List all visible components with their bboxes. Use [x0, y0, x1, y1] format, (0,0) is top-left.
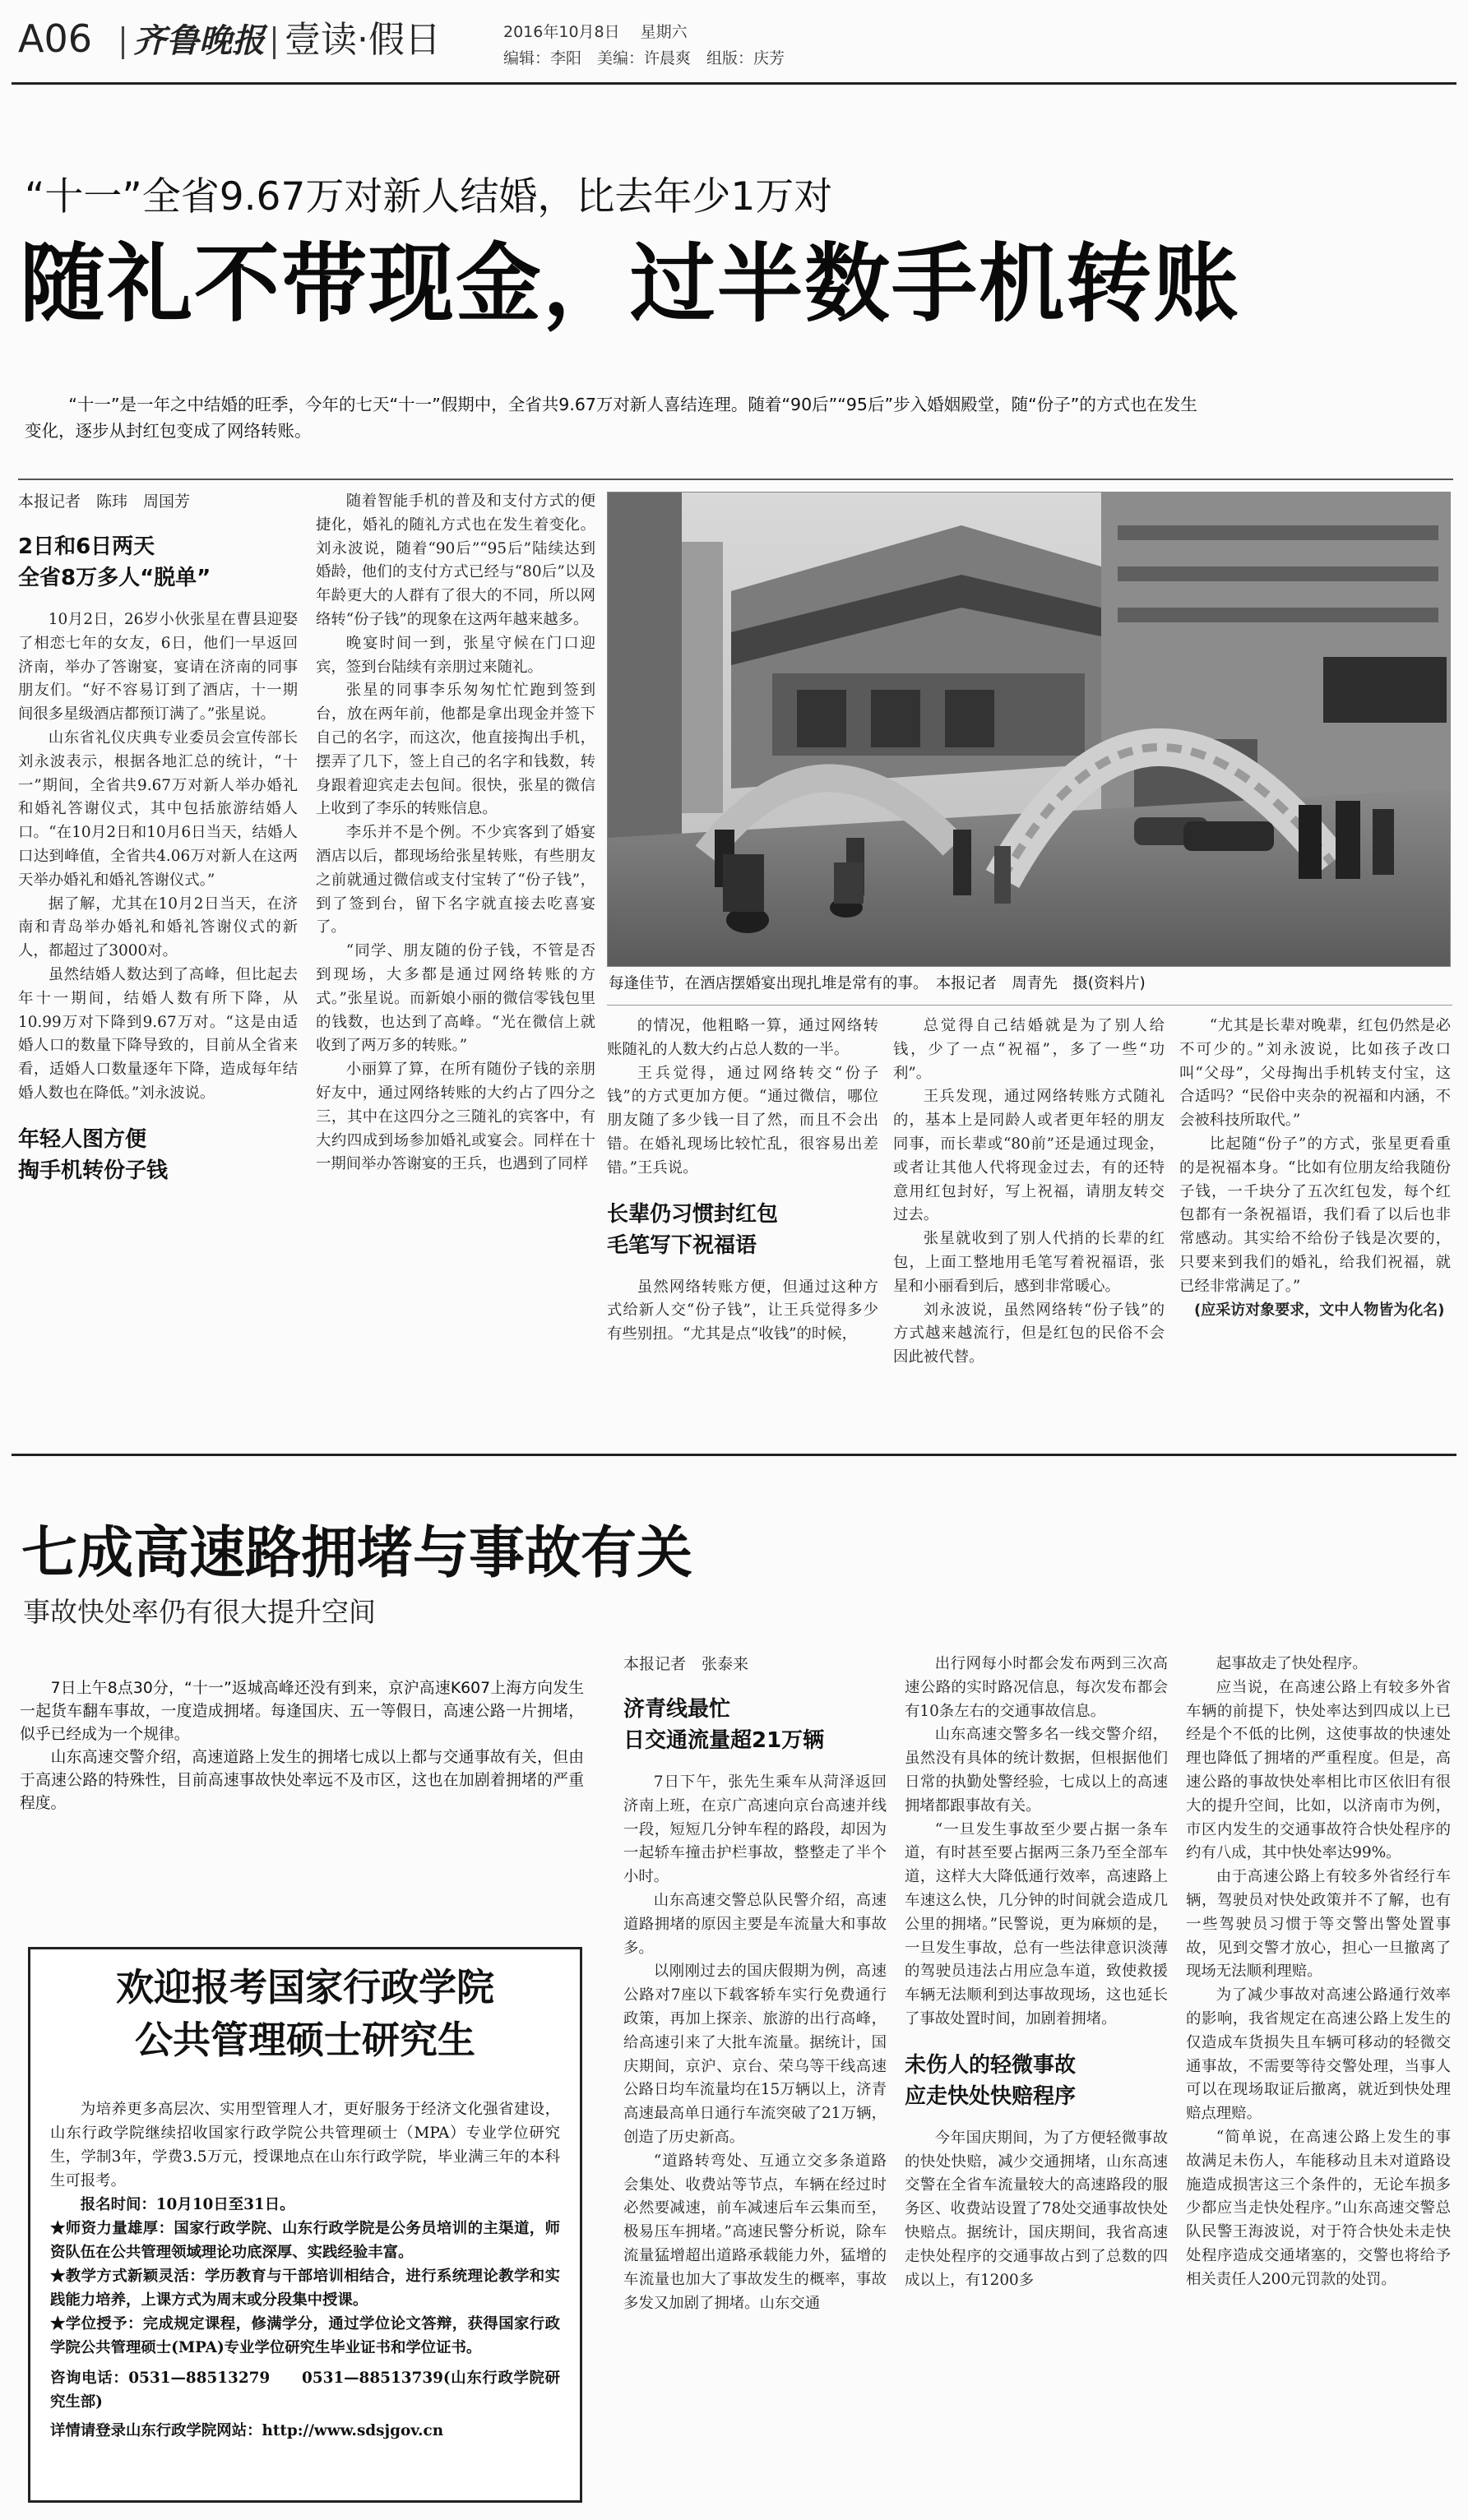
ad-point: ★师资力量雄厚：国家行政学院、山东行政学院是公务员培训的主渠道，师资队伍在公共管理领域理论功底深厚、实践经验丰富。 — [50, 2220, 560, 2261]
header-divider — [273, 26, 276, 59]
article2-subhead: 事故快处率仍有很大提升空间 — [23, 1596, 376, 1628]
paragraph: 应当说，在高速公路上有较多外省车辆的前提下，快处率达到四成以上已经是个不低的比例，这使事故的快速处理也降低了拥堵的严重程度。但是，高速公路的事故快处率相比市区依旧有很大的提升空间，比如，以济南市为例，市区内发生的交通事故符合快处程序的约有八成，其中快处率达99%。 — [1186, 1678, 1451, 1862]
paragraph: 总觉得自己结婚就是为了别人给钱，少了一点“祝福”，多了一些“功利”。 — [893, 1017, 1165, 1082]
author-note: (应采访对象要求，文中人物皆为化名) — [1194, 1301, 1445, 1319]
ad-phone: 咨询电话：0531—88513279 0531—88513739(山东行政学院研究生部) — [50, 2370, 560, 2411]
paragraph: 出行网每小时都会发布两到三次高速公路的实时路况信息，每次发布都会有10条左右的交通事故信息。 — [905, 1655, 1168, 1720]
paragraph: 张星就收到了别人代捎的长辈的红包，上面工整地用毛笔写着祝福语，张星和小丽看到后，感到非常暖心。 — [893, 1230, 1165, 1295]
paragraph: 王兵觉得，通过网络转交“份子钱”的方式更加方便。“通过微信，哪位朋友随了多少钱一目了然，而且不会出错。在婚礼现场比较忙乱，很容易出差错。”王兵说。 — [607, 1064, 878, 1177]
article2-column-2 — [905, 1653, 1168, 2512]
paragraph: 起事故走了快处程序。 — [1216, 1655, 1368, 1672]
paragraph: 晚宴时间一到，张星守候在门口迎宾，签到台陆续有亲朋过来随礼。 — [316, 634, 595, 676]
article2-byline: 本报记者 张泰来 — [623, 1655, 749, 1673]
caption-rule — [607, 1005, 1452, 1006]
article1-subhead-2: 年轻人图方便 掏手机转份子钱 — [18, 1126, 169, 1183]
paragraph: 虽然结婚人数达到了高峰，但比起去年十一期间，结婚人数有所下降，从10.99万对下降到9.67万对。“这是由适婚人口的数量下降导致的，目前从全省来看，适婚人口数量逐年下降，造成每年结婚人数也在降低。”刘永波说。 — [18, 965, 298, 1102]
paragraph: “道路转弯处、互通立交多条道路会集处、收费站等节点，车辆在经过时必然要减速，前车减速后车云集而至，极易压车拥堵。”高速民警分析说，除车流量猛增超出道路承载能力外，猛增的车流量也加大了事故发生的概率，事故多发又加剧了拥堵。山东交通 — [623, 2152, 887, 2312]
paragraph: 山东高速交警介绍，高速道路上发生的拥堵七成以上都与交通事故有关，但由于高速公路的特殊性，目前高速事故快处率远不及市区，这也在加剧着拥堵的严重程度。 — [20, 1749, 584, 1812]
article2-subhead-1: 济青线最忙 日交通流量超21万辆 — [623, 1697, 825, 1753]
article2-lead — [20, 1677, 584, 1924]
paragraph: 刘永波说，虽然网络转“份子钱”的方式越来越流行，但是红包的民俗不会因此被代替。 — [893, 1301, 1165, 1366]
article2-column-1 — [623, 1653, 887, 2512]
paragraph: 山东高速交警多名一线交警介绍，虽然没有具体的统计数据，但根据他们日常的执勤处警经验，七成以上的高速拥堵都跟事故有关。 — [905, 1726, 1168, 1815]
paragraph: 山东高速交警总队民警介绍，高速道路拥堵的原因主要是车流量大和事故多。 — [623, 1891, 887, 1957]
photo-caption: 每逢佳节，在酒店摆婚宴出现扎堆是常有的事。 本报记者 周青先 摄(资料片) — [609, 975, 1146, 992]
paragraph: 张星的同事李乐匆匆忙忙跑到签到台，放在两年前，他都是拿出现金并签下自己的名字，而这次，他直接掏出手机，摆弄了几下，签上自己的名字和钱数，转身跟着迎宾走去包间。很快，张星的微信上收到了李乐的转账信息。 — [316, 682, 595, 818]
paragraph: 由于高速公路上有较多外省经行车辆，驾驶员对快处政策并不了解，也有一些驾驶员习惯于等交警出警处置事故，见到交警才放心，担心一旦撤离了现场无法顺利理赔。 — [1186, 1868, 1451, 1981]
mpa-advertisement — [28, 1947, 582, 2503]
paragraph: “尤其是长辈对晚辈，红包仍然是必不可少的。”刘永波说，比如孩子改口叫“父母”，父母掏出手机转支付宝，这合适吗？“民俗中夹杂的祝福和内涵，不会被科技所取代。” — [1179, 1017, 1451, 1130]
article1-kicker: “十一”全省9.67万对新人结婚，比去年少1万对 — [25, 174, 833, 220]
article1-top-rule — [18, 479, 1453, 480]
paragraph: 的情况，他粗略一算，通过网络转账随礼的人数大约占总人数的一半。 — [607, 1017, 878, 1058]
article1-lead: “十一”是一年之中结婚的旺季，今年的七天“十一”假期中，全省共9.67万对新人喜结连理。随着“90后”“95后”步入婚姻殿堂，随“份子”的方式也在发生变化，逐步从封红包变成了网络转账。 — [25, 395, 1197, 441]
ad-intro: 为培养更多高层次、实用型管理人才，更好服务于经济文化强省建设，山东行政学院继续招收国家行政学院公共管理硕士（MPA）专业学位研究生，学制3年，学费3.5万元，授课地点在山东行政学院，毕业满三年的本科生可报考。 — [50, 2101, 560, 2189]
article1-column-1 — [18, 490, 298, 1442]
paragraph: 小丽算了算，在所有随份子钱的亲朋好友中，通过网络转账的大约占了四分之三，其中在这四分之三随礼的宾客中，有大约四成到场参加婚礼或宴会。同样在十一期间举办答谢宴的王兵，也遇到了同样 — [316, 1061, 595, 1173]
article2-column-3 — [1186, 1653, 1451, 2512]
article1-byline: 本报记者 陈玮 周国芳 — [18, 492, 191, 511]
paragraph: 虽然网络转账方便，但通过这种方式给新人交“份子钱”，让王兵觉得多少有些别扭。“尤其是点“收钱”的时候， — [607, 1278, 878, 1343]
paragraph: 10月2日，26岁小伙张星在曹县迎娶了相恋七年的女友，6日，他们一早返回济南，举办了答谢宴，宴请在济南的同事朋友们。“好不容易订到了酒店，十一期间很多星级酒店都预订满了。”张星说。 — [18, 611, 298, 724]
issue-date: 2016年10月8日 — [503, 23, 620, 41]
ad-title — [30, 1961, 580, 2066]
issue-weekday: 星期六 — [640, 23, 688, 41]
article1-column-2 — [316, 490, 595, 1442]
paragraph: 随着智能手机的普及和支付方式的便捷化，婚礼的随礼方式也在发生着变化。刘永波说，随着“90后”“95后”陆续达到婚龄，他们的支付方式已经与“80后”以及年龄更大的人群有了很大的不同，所以网络转“份子钱”的现象在这两年越来越多。 — [316, 492, 595, 628]
header-divider — [122, 26, 124, 59]
wedding-photo — [607, 492, 1451, 967]
paragraph: 山东省礼仪庆典专业委员会宣传部长刘永波表示，根据各地汇总的统计，“十一”期间，全省共9.67万对新人举办婚礼和婚礼答谢仪式，其中包括旅游结婚人口。“在10月2日和10月6日当天，结婚人口达到峰值，全省共4.06万对新人在这两天举办婚礼和婚礼答谢仪式。” — [18, 728, 298, 889]
header-date — [503, 21, 688, 43]
ad-deadline: 报名时间：10月10日至31日。 — [80, 2196, 295, 2213]
header-credits: 编辑：李阳 美编：许晨爽 组版：庆芳 — [503, 49, 785, 67]
section-divider — [12, 1454, 1456, 1456]
section-title: 壹读·假日 — [285, 19, 441, 61]
paragraph: “一旦发生事故至少要占据一条车道，有时甚至要占据两三条乃至全部车道，这样大大降低通行效率，高速路上车速这么快，几分钟的时间就会造成几公里的拥堵。”民警说，更为麻烦的是，一旦发生事故，总有一些法律意识淡薄的驾驶员违法占用应急车道，致使救援车辆无法顺利到达事故现场，这也延长了事故处置时间，加剧着拥堵。 — [905, 1820, 1168, 2028]
paper-logo: 齐鲁晚报 — [133, 21, 265, 60]
paragraph: “同学、朋友随的份子钱，不管是否到现场，大多都是通过网络转账的方式。”张星说。而新娘小丽的微信零钱包里的钱数，也达到了高峰。“光在微信上就收到了两万多的转账。” — [316, 942, 595, 1055]
paragraph: 李乐并不是个例。不少宾客到了婚宴酒店以后，都现场给张星转账，有些朋友之前就通过微信或支付宝转了“份子钱”，到了签到台，留下名字就直接去吃喜宴了。 — [316, 824, 595, 936]
paragraph: 据了解，尤其在10月2日当天，在济南和青岛举办婚礼和婚礼答谢仪式的新人，都超过了3000对。 — [18, 895, 298, 960]
paragraph: 今年国庆期间，为了方便轻微事故的快处快赔，减少交通拥堵，山东高速交警在全省车流量较大的高速路段的服务区、收费站设置了78处交通事故快处快赔点。据统计，国庆期间，我省高速走快处程序的交通事故占到了总数的四成以上，有1200多 — [905, 2129, 1168, 2289]
wedding-photo-image — [608, 492, 1451, 967]
article1-column-3 — [607, 1015, 878, 1442]
article1-subhead-3: 长辈仍习惯封红包 毛笔写下祝福语 — [607, 1201, 779, 1258]
paragraph: 7日下午，张先生乘车从菏泽返回济南上班，在京广高速向京台高速并线一段，短短几分钟车程的路段，却因为一起轿车撞击护栏事故，整整走了半个小时。 — [623, 1773, 887, 1886]
page-number: A06 — [18, 16, 93, 61]
paragraph: 7日上午8点30分，“十一”返城高峰还没有到来，京沪高速K607上海方向发生一起货车翻车事故，一度造成拥堵。每逢国庆、五一等假日，高速公路一片拥堵，似乎已经成为一个规律。 — [20, 1680, 584, 1743]
article1-headline: 随礼不带现金，过半数手机转账 — [20, 234, 1241, 334]
page-header — [0, 0, 1468, 79]
article1-subhead-1: 2日和6日两天 全省8万多人“脱单” — [18, 534, 211, 590]
article1-column-5 — [1179, 1015, 1451, 1442]
article2-subhead-2: 未伤人的轻微事故 应走快处快赔程序 — [905, 2052, 1077, 2109]
ad-body — [50, 2097, 560, 2443]
paragraph: 王兵发现，通过网络转账方式随礼的，基本上是同龄人或者更年轻的朋友同事，而长辈或“80前”还是通过现金，或者让其他人代将现金过去，有的还特意用红包封好，写上祝福，请朋友转交过去。 — [893, 1088, 1165, 1224]
ad-point: ★学位授予：完成规定课程，修满学分，通过学位论文答辩，获得国家行政学院公共管理硕士(MPA)专业学位研究生毕业证书和学位证书。 — [50, 2315, 560, 2356]
paragraph: 比起随“份子”的方式，张星更看重的是祝福本身。“比如有位朋友给我随份子钱，一千块分了五次红包发，每个红包都有一条祝福语，我们看了以后也非常感动。其实给不给份子钱是次要的，只要来到我们的婚礼，给我们祝福，就已经非常满足了。” — [1179, 1135, 1451, 1295]
ad-title-line-2: 公共管理硕士研究生 — [135, 2018, 475, 2062]
header-rule — [12, 82, 1456, 85]
ad-point: ★教学方式新颖灵活：学历教育与干部培训相结合，进行系统理论教学和实践能力培养，上课方式为周末或分段集中授课。 — [50, 2268, 560, 2309]
ad-website: 详情请登录山东行政学院网站：http://www.sdsjgov.cn — [50, 2422, 444, 2439]
ad-title-line-1: 欢迎报考国家行政学院 — [116, 1965, 494, 2009]
paragraph: 为了减少事故对高速公路通行效率的影响，我省规定在高速公路上发生的仅造成车货损失且车辆可移动的轻微交通事故，不需要等待交警处理，当事人可以在现场取证后撤离，就近到快处理赔点理赔。 — [1186, 1986, 1451, 2123]
paragraph: “简单说，在高速公路上发生的事故满足未伤人，车能移动且未对道路设施造成损害这三个条件的，无论车损多少都应当走快处程序。”山东高速交警总队民警王海波说，对于符合快处未走快处程序造成交通堵塞的，交警也将给予相关责任人200元罚款的处罚。 — [1186, 2128, 1451, 2288]
paragraph: 以刚刚过去的国庆假期为例，高速公路对7座以下载客轿车实行免费通行政策，再加上探亲、旅游的出行高峰，给高速引来了大批车流量。据统计，国庆期间，京沪、京台、荣乌等干线高速公路日均车流量均在15万辆以上，济青高速最高单日通行车流突破了21万辆，创造了历史新高。 — [623, 1963, 887, 2146]
article2-headline: 七成高速路拥堵与事故有关 — [21, 1521, 693, 1586]
article1-column-4 — [893, 1015, 1165, 1442]
